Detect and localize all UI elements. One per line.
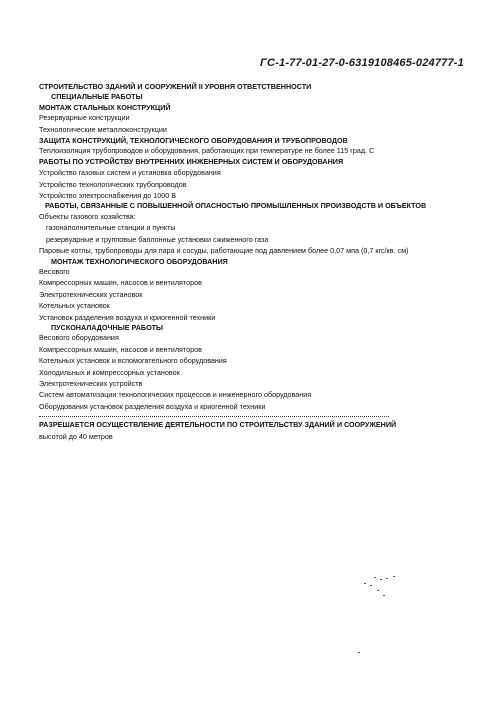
- section-heading-steel-structures: МОНТАЖ СТАЛЬНЫХ КОНСТРУКЦИЙ: [39, 102, 171, 112]
- permission-detail: высотой до 40 метров: [39, 431, 113, 441]
- list-item: Систем автоматизации технологических процессов и инженерного оборудования: [39, 390, 312, 400]
- list-item: Паровые котлы, трубопроводы для пара и сосуды, работающие под давлением более 0,07 мпа (0,7 кгс/кв. см): [39, 246, 409, 256]
- list-item: Устройство технологических трубопроводов: [39, 179, 187, 189]
- scan-speck: [364, 583, 366, 584]
- list-item: Устройство электроснабжения до 1000 В: [39, 191, 177, 201]
- list-item: Весового оборудования: [39, 333, 119, 343]
- section-heading-internal-systems: РАБОТЫ ПО УСТРОЙСТВУ ВНУТРЕННИХ ИНЖЕНЕРНЫХ СИСТЕМ И ОБОРУДОВАНИЯ: [39, 156, 344, 166]
- list-item: Компрессорных машин, насосов и вентиляторов: [39, 278, 202, 288]
- list-item: Весового: [39, 266, 70, 276]
- list-item: газонаполнительные станции и пункты: [46, 223, 176, 233]
- scan-speck: [393, 576, 395, 577]
- scan-speck: [380, 579, 382, 580]
- list-item: Оборудования установок разделения воздуха и криогенной техники: [39, 401, 266, 411]
- section-heading-equipment-installation: МОНТАЖ ТЕХНОЛОГИЧЕСКОГО ОБОРУДОВАНИЯ: [51, 256, 228, 266]
- scan-speck: [358, 652, 360, 653]
- scan-speck: [370, 585, 372, 586]
- permission-title: РАЗРЕШАЕТСЯ ОСУЩЕСТВЛЕНИЕ ДЕЯТЕЛЬНОСТИ ПО СТРОИТЕЛЬСТВУ ЗДАНИЙ И СООРУЖЕНИЙ: [39, 420, 397, 430]
- section-heading-commissioning: ПУСКОНАЛАДОЧНЫЕ РАБОТЫ: [51, 322, 164, 332]
- list-item: Электротехнических установок: [39, 289, 143, 299]
- list-item: Резервуарные конструкции: [39, 113, 130, 123]
- scan-speck: [383, 595, 385, 596]
- list-item: Установок разделения воздуха и криогенной техники: [39, 312, 216, 322]
- document-body: [39, 82, 469, 442]
- scan-speck: [386, 578, 388, 579]
- dotted-divider: [39, 416, 389, 417]
- list-item: Котельных установок и вспомогательного оборудования: [39, 356, 227, 366]
- section-heading-construction: СТРОИТЕЛЬСТВО ЗДАНИЙ И СООРУЖЕНИЙ II УРОВНЯ ОТВЕТСТВЕННОСТИ: [39, 82, 312, 91]
- list-item: Технологические металлоконструкции: [39, 124, 167, 134]
- document-number: ГС-1-77-01-27-0-6319108465-024777-1: [260, 57, 464, 69]
- section-heading-protection: ЗАЩИТА КОНСТРУКЦИЙ, ТЕХНОЛОГИЧЕСКОГО ОБОРУДОВАНИЯ И ТРУБОПРОВОДОВ: [39, 136, 348, 146]
- scan-speck: [374, 577, 376, 578]
- list-item: резервуарные и групповые баллонные установки сжиженного газа: [46, 234, 269, 244]
- list-item: Объекты газового хозяйства:: [39, 211, 136, 221]
- list-item: Электротехнических устройств: [39, 378, 143, 388]
- list-item: Теплоизоляция трубопроводов и оборудования, работающих при температуре не более 115 град. С: [39, 146, 375, 156]
- list-item: Устройство газовых систем и установка оборудования: [39, 168, 221, 178]
- section-heading-hazardous-works: РАБОТЫ, СВЯЗАННЫЕ С ПОВЫШЕННОЙ ОПАСНОСТЬЮ ПРОМЫШЛЕННЫХ ПРОИЗВОДСТВ И ОБЪЕКТОВ: [45, 201, 427, 211]
- list-item: Компрессорных машин, насосов и вентиляторов: [39, 344, 202, 354]
- list-item: Холодильных и компрессорных установок: [39, 367, 180, 377]
- section-heading-special-works: СПЕЦИАЛЬНЫЕ РАБОТЫ: [51, 92, 143, 102]
- list-item: Котельных установок: [39, 301, 110, 311]
- scan-speck: [377, 590, 379, 591]
